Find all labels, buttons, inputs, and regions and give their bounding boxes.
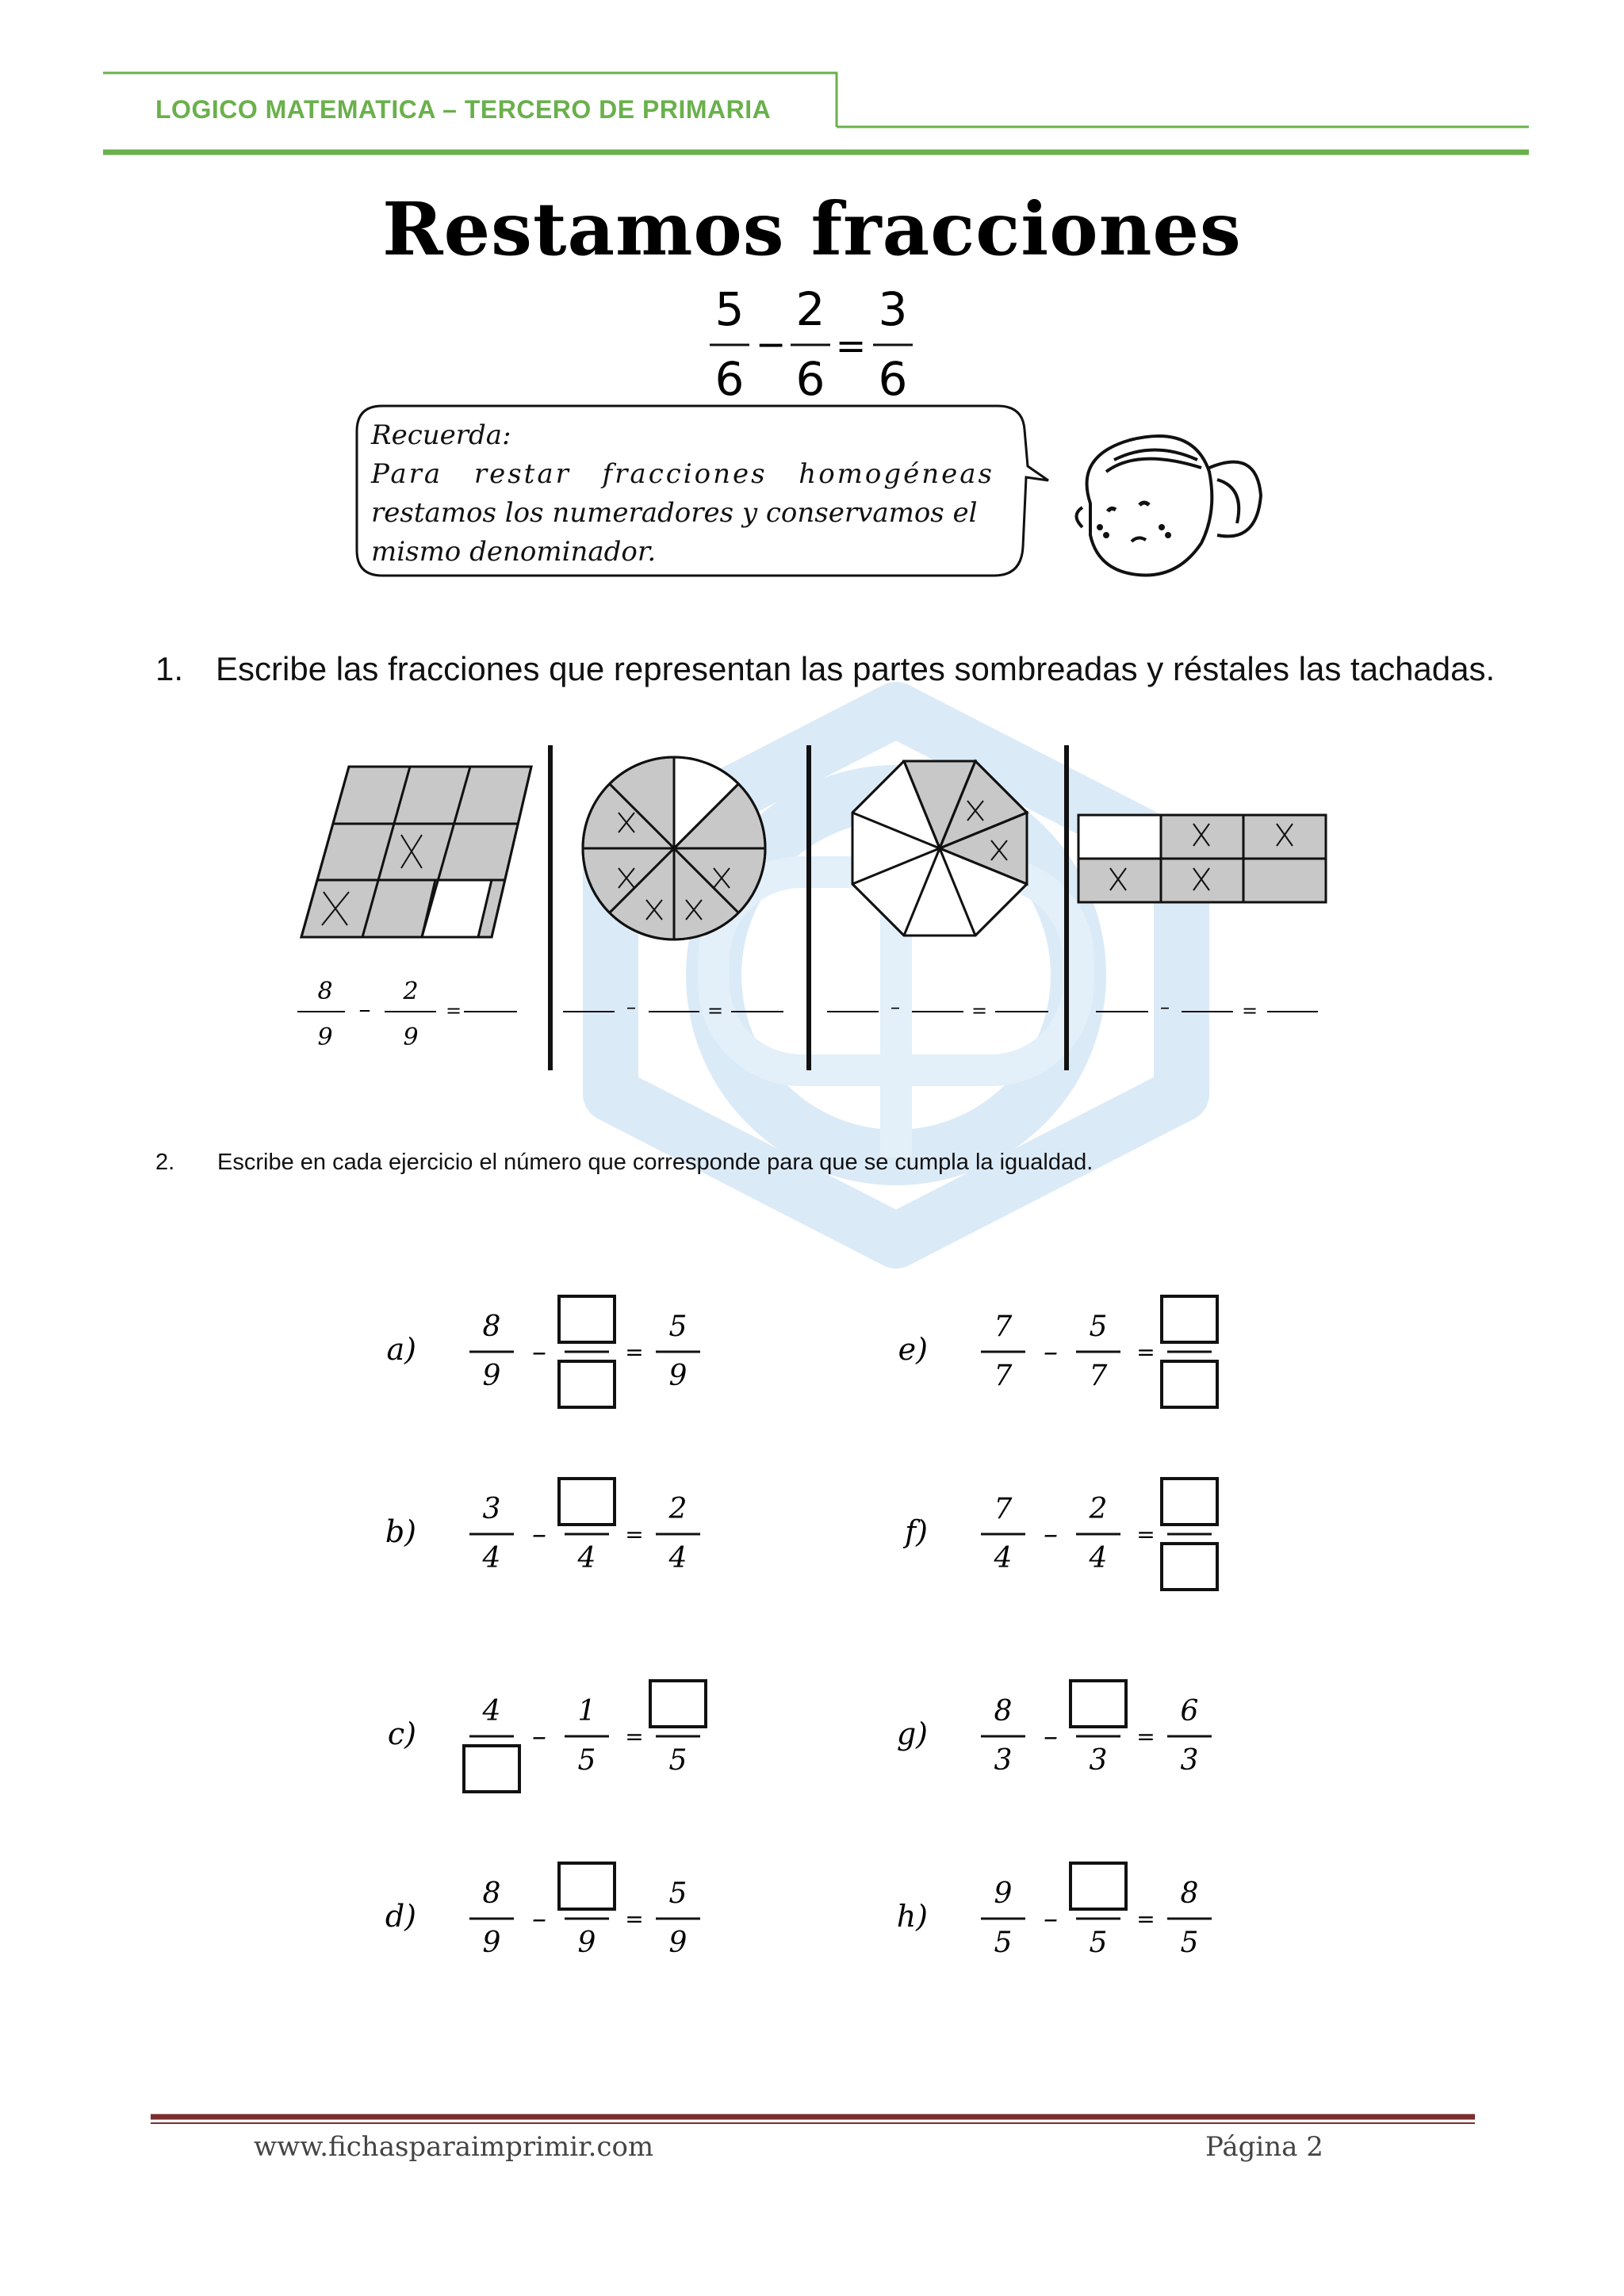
numerator: 8	[1180, 1877, 1199, 1910]
numerator: 5	[668, 1877, 688, 1910]
minus-sign: –	[1044, 1518, 1058, 1551]
svg-text:=: =	[971, 1000, 988, 1022]
denominator-answer-box[interactable]	[464, 1746, 519, 1792]
footer-rule	[0, 2113, 1624, 2129]
denominator: 4	[577, 1542, 596, 1575]
question-text: Escribe las fracciones que representan las partes sombreadas y réstales las tachadas.	[216, 650, 1496, 687]
reminder-line: Para restar fracciones homogéneas	[371, 458, 994, 490]
reminder-label: Recuerda:	[371, 419, 511, 451]
exercise-label: e)	[898, 1332, 928, 1367]
exercise-label: c)	[387, 1716, 416, 1751]
equals-sign: =	[1136, 1906, 1155, 1932]
denominator: 9	[482, 1927, 501, 1959]
denominator: 3	[1089, 1744, 1108, 1777]
svg-text:6: 6	[795, 352, 825, 404]
numerator: 4	[482, 1695, 501, 1728]
denominator: 4	[994, 1542, 1013, 1575]
denominator: 9	[668, 1927, 688, 1959]
svg-text:6: 6	[878, 352, 908, 404]
svg-text:=: =	[835, 324, 867, 367]
minus-sign: –	[1044, 1720, 1058, 1753]
exercise-label: g)	[896, 1716, 928, 1751]
denominator: 5	[1180, 1927, 1199, 1959]
denominator: 7	[1089, 1360, 1108, 1392]
numerator: 2	[1089, 1493, 1108, 1525]
numerator-answer-box[interactable]	[650, 1681, 706, 1727]
denominator: 5	[994, 1927, 1013, 1959]
svg-text:=: =	[1241, 1000, 1258, 1022]
fig1-denominator: 9	[403, 1024, 419, 1051]
svg-text:–: –	[1160, 996, 1170, 1018]
numerator: 5	[668, 1311, 688, 1343]
fraction-answer-1	[297, 978, 462, 1051]
numerator: 2	[668, 1493, 688, 1525]
denominator: 3	[1180, 1744, 1199, 1777]
figure-parallelogram	[301, 767, 531, 937]
svg-text:–: –	[358, 996, 371, 1024]
reminder-text	[371, 416, 994, 572]
fraction-answer-blanks	[626, 996, 1258, 1022]
svg-text:5: 5	[714, 282, 745, 336]
question-number: 2.	[155, 1150, 175, 1175]
figure-circle	[583, 757, 765, 939]
header-frame	[0, 0, 1624, 166]
exercise-label: a)	[386, 1332, 416, 1367]
reminder-line: mismo denominador.	[371, 536, 657, 568]
fig1-denominator: 9	[317, 1024, 333, 1051]
numerator-answer-box[interactable]	[559, 1863, 615, 1909]
exercise-grid	[0, 1269, 1624, 1982]
numerator-answer-box[interactable]	[559, 1479, 615, 1525]
denominator: 4	[668, 1542, 688, 1575]
denominator: 5	[668, 1744, 688, 1777]
svg-text:3: 3	[878, 282, 908, 336]
numerator: 9	[994, 1877, 1013, 1910]
minus-sign: –	[532, 1903, 546, 1935]
svg-text:2: 2	[795, 282, 825, 336]
footer-url[interactable]: www.fichasparaimprimir.com	[254, 2131, 654, 2163]
denominator: 4	[482, 1542, 501, 1575]
equals-sign: =	[625, 1521, 644, 1548]
svg-text:–: –	[891, 996, 900, 1018]
equals-sign: =	[1136, 1521, 1155, 1548]
denominator: 9	[668, 1360, 688, 1392]
equals-sign: =	[625, 1339, 644, 1365]
minus-sign: –	[532, 1720, 546, 1753]
numerator: 5	[1089, 1311, 1108, 1343]
denominator: 7	[994, 1360, 1013, 1392]
numerator-answer-box[interactable]	[1162, 1479, 1217, 1525]
numerator: 8	[994, 1695, 1013, 1728]
girl-face-icon	[1059, 424, 1273, 583]
denominator: 9	[482, 1360, 501, 1392]
numerator: 7	[994, 1493, 1013, 1525]
svg-text:−: −	[755, 323, 787, 365]
svg-text:=: =	[707, 1000, 724, 1022]
numerator: 8	[482, 1311, 501, 1343]
denominator: 4	[1089, 1542, 1108, 1575]
equals-sign: =	[1136, 1724, 1155, 1750]
numerator: 7	[994, 1311, 1013, 1343]
exercise-label: h)	[896, 1899, 928, 1934]
question-number: 1.	[155, 650, 184, 687]
header-title: LOGICO MATEMATICA – TERCERO DE PRIMARIA	[155, 95, 772, 124]
figure-octagon	[852, 761, 1027, 936]
minus-sign: –	[532, 1518, 546, 1551]
denominator-answer-box[interactable]	[1162, 1361, 1217, 1407]
exercise-label: b)	[385, 1514, 416, 1549]
numerator-answer-box[interactable]	[1162, 1296, 1217, 1342]
denominator: 9	[577, 1927, 596, 1959]
fraction-figures	[285, 741, 1348, 1074]
denominator-answer-box[interactable]	[1162, 1544, 1217, 1590]
minus-sign: –	[1044, 1903, 1058, 1935]
question-2	[155, 1150, 1093, 1176]
minus-sign: –	[1044, 1336, 1058, 1368]
svg-text:6: 6	[714, 352, 745, 404]
numerator: 6	[1180, 1695, 1199, 1728]
numerator-answer-box[interactable]	[1071, 1863, 1126, 1909]
denominator: 3	[994, 1744, 1013, 1777]
footer-page-number: Página 2	[1205, 2131, 1323, 2163]
equals-sign: =	[1136, 1339, 1155, 1365]
numerator-answer-box[interactable]	[559, 1296, 615, 1342]
reminder-line: restamos los numeradores y conservamos el	[371, 497, 978, 529]
fig1-numerator: 8	[317, 978, 333, 1005]
example-equation	[698, 277, 936, 404]
numerator: 8	[482, 1877, 501, 1910]
denominator-answer-box[interactable]	[559, 1361, 615, 1407]
equals-sign: =	[625, 1724, 644, 1750]
svg-text:=: =	[445, 1000, 462, 1022]
figure-rectangle	[1078, 815, 1326, 902]
page-title: Restamos fracciones	[382, 186, 1242, 272]
numerator: 1	[577, 1695, 596, 1728]
minus-sign: –	[532, 1336, 546, 1368]
equals-sign: =	[625, 1906, 644, 1932]
denominator: 5	[1089, 1927, 1108, 1959]
fig1-numerator: 2	[403, 978, 419, 1005]
numerator-answer-box[interactable]	[1071, 1681, 1126, 1727]
question-1	[155, 650, 1495, 688]
exercise-label: d)	[385, 1899, 416, 1934]
exercise-label: f)	[905, 1514, 928, 1549]
question-text: Escribe en cada ejercicio el número que corresponde para que se cumpla la igualdad.	[217, 1150, 1094, 1175]
numerator: 3	[482, 1493, 501, 1525]
svg-text:–: –	[626, 996, 636, 1018]
denominator: 5	[577, 1744, 596, 1777]
